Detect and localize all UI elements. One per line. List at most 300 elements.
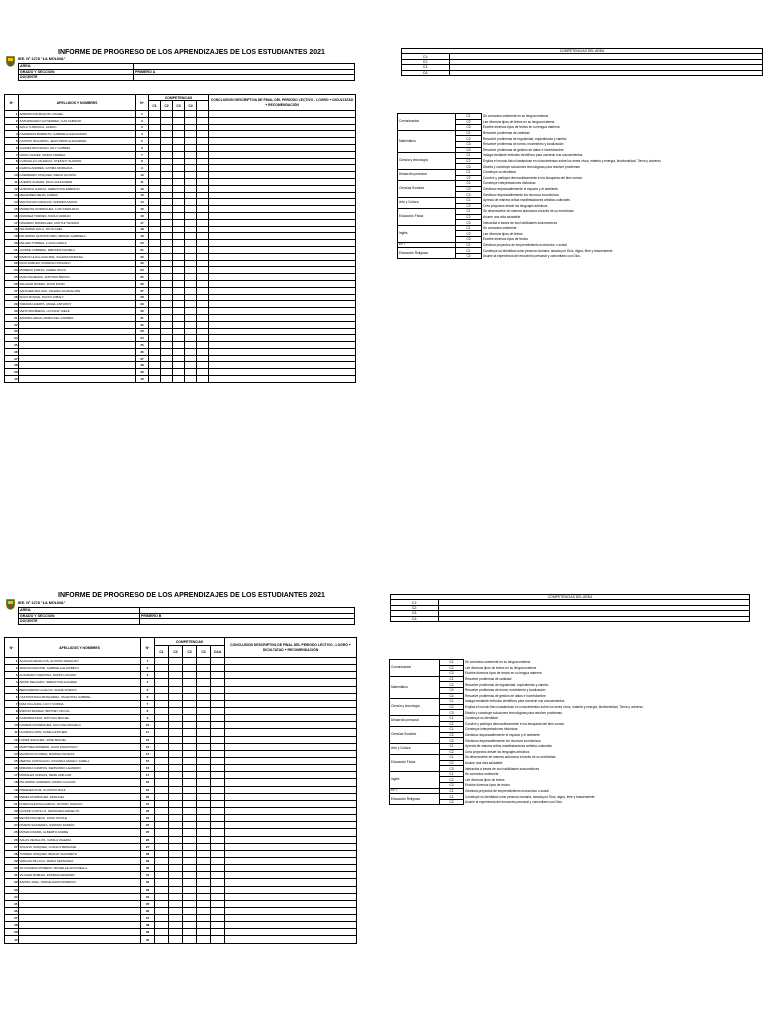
student-name: RIOS ROBLES, RODRIGO ROSARIO [19,260,136,267]
grade-cell [197,267,209,274]
grade-cell [161,314,173,321]
grade-cell [149,274,161,281]
grade-cell [155,679,169,686]
grade-cell [169,693,183,700]
row-order: 30 [136,308,149,315]
legend-c3: C3: [391,611,439,616]
conclusion-cell [225,907,357,914]
conclusion-cell [209,158,356,165]
grade-cell [183,700,197,707]
row-number: 20 [5,240,19,247]
student-name: QUISPE CABRERA, MIRANDA DANIELA [19,246,136,253]
grade-cell [173,165,185,172]
student-name: HURTADO GARCIA, SEBASTIAN FABRICIO [19,185,136,192]
table-row [5,750,357,757]
row-number: 23 [5,815,19,822]
table-row [5,765,357,772]
grade-cell [185,117,197,124]
row-order: 2 [141,665,155,672]
row-order: 28 [136,294,149,301]
grade-cell [161,151,173,158]
grade-cell [169,750,183,757]
grade-cell [161,185,173,192]
grade-cell [149,212,161,219]
grade-cell [161,348,173,355]
grade-cell [161,117,173,124]
conclusion-cell [225,836,357,843]
grade-label: GRADO Y SECCION: [19,613,140,619]
grade-cell [161,131,173,138]
row-number: 29 [5,301,19,308]
student-name [19,321,136,328]
col-number: Nº [5,95,19,111]
grade-cell [211,743,225,750]
grade-cell [185,260,197,267]
student-name [19,376,136,383]
grade-cell [197,658,211,665]
grade-cell [161,206,173,213]
grade-cell [149,117,161,124]
conclusion-cell [225,815,357,822]
grade-cell [211,857,225,864]
grade-cell [149,199,161,206]
table-row [5,138,356,145]
grade-cell [185,172,197,179]
row-number: 7 [5,700,19,707]
student-name: AVILA YUMISUCA, AARON [19,124,136,131]
table-row [5,253,356,260]
table-row [5,355,356,362]
grade-cell [173,246,185,253]
competency-code: C1 [456,169,482,175]
grade-cell [155,765,169,772]
grade-cell [161,233,173,240]
competency-code: C3 [456,164,482,170]
grade-cell [197,287,209,294]
area-name: Matemática [390,676,440,698]
grade-cell [185,144,197,151]
grade-cell [183,658,197,665]
grade-cell [169,922,183,929]
grade-cell [173,335,185,342]
area-name: Educación Religiosa [398,248,456,259]
row-number: 31 [5,872,19,879]
conclusion-cell [209,321,356,328]
row-number: 40 [5,936,19,943]
row-order: 38 [141,922,155,929]
student-name: RUIZ FIGUEROA, ANTONIO BRUNO [19,274,136,281]
grade-cell [197,158,209,165]
grade-cell [185,280,197,287]
student-name: MONTALVAN GIRALDO, ANDRES AARON [19,199,136,206]
table-row [5,274,356,281]
grade-cell [155,907,169,914]
competency-code: C2 [440,704,464,710]
grade-cell [149,369,161,376]
table-row [5,233,356,240]
grade-cell [155,693,169,700]
grade-cell [169,907,183,914]
conclusion-cell [209,165,356,172]
grade-cell [197,729,211,736]
area-competency-row: Arte y Cultura C1 Aprecia de manera crítica manifestaciones artístico-culturales [398,197,482,203]
conclusion-cell [225,886,357,893]
grade-cell [183,915,197,922]
grade-cell [197,294,209,301]
grade-cell [197,362,209,369]
grade-cell [185,362,197,369]
row-order: 19 [141,786,155,793]
area-competency-row: C3 Diseña y construye soluciones tecnológicas para resolver problemas [398,164,482,170]
grade-cell [173,206,185,213]
grade-cell [155,707,169,714]
student-name: CUNCHILLO VALENCIA, STEFANY SHARON [19,158,136,165]
col-conclusion: CONCLUSION DESCRIPTIVA DE FINAL DEL PERIODO LECTIVO , LOGRO + DICULTATAD + RECOMENDACIÓN [225,638,357,658]
competency-code: C1 [440,771,464,777]
grade-cell [169,807,183,814]
row-order: 40 [136,376,149,383]
area-name: Ciencia y tecnología [398,153,456,170]
row-order: 29 [136,301,149,308]
student-name: ZAPATA JARA, JORGE DAVID RODRIGO [19,879,141,886]
student-name: BERNARDINO CHALCO, ANGIE SORAYA [19,686,141,693]
row-number: 26 [5,836,19,843]
area-competency-row: Matemática C1 Resuelve problemas de cantidad [390,676,464,682]
grade-cell [197,260,209,267]
student-name: HUERTA CHAVEZ, PAUL ALEXANDER [19,178,136,185]
grade-cell [183,786,197,793]
row-order: 26 [141,836,155,843]
grade-cell [211,693,225,700]
row-number: 14 [5,199,19,206]
row-order: 35 [136,342,149,349]
grade-cell [183,857,197,864]
grade-cell [169,915,183,922]
grade-cell [197,369,209,376]
grade-cell [149,314,161,321]
row-number: 1 [5,111,19,118]
table-row [5,850,357,857]
row-order: 12 [136,185,149,192]
conclusion-cell [225,829,357,836]
table-row [5,886,357,893]
table-row [5,308,356,315]
competency-code: C1 [440,699,464,705]
teacher-value [140,619,355,625]
row-order: 1 [141,658,155,665]
area-competency-row: Matemática C1 Resuelve problemas de cantidad [398,130,482,136]
grade-cell [173,158,185,165]
grade-cell [197,886,211,893]
row-number: 13 [5,743,19,750]
grade-cell [161,178,173,185]
conclusion-cell [209,369,356,376]
table-row [5,178,356,185]
grade-cell [183,922,197,929]
student-name: GUZMAN RODRIGUEZ, GIULIANA MICAELA [19,722,141,729]
grade-cell [197,900,211,907]
grade-cell [155,807,169,814]
grade-cell [197,779,211,786]
area-name: Ciencias Sociales [398,181,456,198]
grade-cell [185,158,197,165]
grade-cell [149,226,161,233]
row-order: 36 [136,348,149,355]
grade-cell [211,836,225,843]
grade-cell [185,253,197,260]
grade-cell [173,192,185,199]
grade-cell [161,165,173,172]
grade-cell [149,253,161,260]
conclusion-cell [225,779,357,786]
table-row [5,212,356,219]
grade-cell [149,240,161,247]
grade-cell [197,253,209,260]
area-name: Educación Física [390,755,440,772]
area-competency-row: C2 Crea proyectos desde los lenguajes artísticos [398,203,482,209]
grade-cell [161,308,173,315]
grade-cell [211,915,225,922]
row-number: 35 [5,342,19,349]
row-number: 5 [5,686,19,693]
grade-cell [197,212,209,219]
grade-cell [169,793,183,800]
row-order: 3 [141,672,155,679]
grade-cell [161,280,173,287]
competency-code: C2 [456,136,482,142]
grade-cell [149,138,161,145]
row-number: 31 [5,314,19,321]
row-number: 24 [5,267,19,274]
grade-cell [169,707,183,714]
row-number: 8 [5,158,19,165]
grade-cell [211,807,225,814]
competency-code: C2 [440,749,464,755]
grade-cell [185,308,197,315]
conclusion-cell [225,672,357,679]
table-row [5,314,356,321]
conclusion-cell [225,822,357,829]
col-c2: C2 [161,101,173,111]
grade-cell [197,829,211,836]
table-row [5,922,357,929]
student-name: CRUZ CHAVEZ, MARIO ANDREA [19,151,136,158]
student-name: SALAZAR RIVERA, RYAN DAVID [19,280,136,287]
grade-cell [183,750,197,757]
grade-cell [155,815,169,822]
table-row [5,280,356,287]
row-number: 18 [5,226,19,233]
student-name [19,355,136,362]
row-number: 30 [5,308,19,315]
student-name: MORENTE RODRIGUEZ, LUIS STEPHANO [19,206,136,213]
conclusion-cell [225,857,357,864]
grade-cell [197,736,211,743]
grade-cell [197,328,209,335]
area-competency-row: C3 Escribe diversos tipos de textos en su lengua materna [398,125,482,131]
row-number: 28 [5,294,19,301]
header-info-table [18,63,355,81]
area-competency-row: C2 Resuelve problemas de regularidad, equivalencia y cambio [398,136,482,142]
grade-cell [155,857,169,864]
grade-cell [161,287,173,294]
table-row [5,260,356,267]
table-row [5,857,357,864]
conclusion-cell [225,850,357,857]
grade-cell [155,786,169,793]
grade-cell [197,342,209,349]
row-number: 1 [5,658,19,665]
grade-cell [149,219,161,226]
grade-cell [183,886,197,893]
report-title: INFORME DE PROGRESO DE LOS APRENDIZAJES DE LOS ESTUDIANTES 2021 [58,592,325,599]
grade-cell [155,672,169,679]
student-name: NAVARRO RODRIGUEZ, MATTHI THOMAS [19,219,136,226]
competency-code: C2 [456,186,482,192]
competency-code: C2 [456,214,482,220]
competency-code: C2 [440,732,464,738]
grade-cell [183,936,197,943]
conclusion-cell [225,665,357,672]
conclusion-cell [225,793,357,800]
conclusion-cell [209,240,356,247]
row-order: 22 [141,807,155,814]
grade-cell [211,750,225,757]
area-competency-row: C3 Resuelve problemas de forma, movimiento y localización [398,141,482,147]
row-order: 10 [136,172,149,179]
grade-cell [197,857,211,864]
conclusion-cell [225,765,357,772]
row-number: 27 [5,287,19,294]
competency-code: C4 [456,147,482,153]
conclusion-cell [209,342,356,349]
grade-cell [155,872,169,879]
grade-cell [197,679,211,686]
conclusion-cell [209,294,356,301]
grade-cell [185,301,197,308]
row-number: 2 [5,117,19,124]
area-name: Arte y Cultura [398,197,456,208]
area-name: Educación Física [398,209,456,226]
conclusion-cell [225,843,357,850]
grade-cell [161,362,173,369]
competency-code: C2 [456,203,482,209]
competency-code: C2 [456,253,482,259]
grade-cell [169,843,183,850]
table-row [5,915,357,922]
student-name: GAMARRA DIAZ, MATTHIU MIGUEL [19,715,141,722]
competency-code: C3 [456,220,482,226]
conclusion-cell [209,117,356,124]
area-competency-row: C2 Explica el mundo físico basándose en conocimientos sobre los seres vivos, materia y energía, biodiversidad, Tierra y universo [390,704,464,710]
grade-cell [149,124,161,131]
grade-cell [173,294,185,301]
grade-cell [197,765,211,772]
row-number: 22 [5,253,19,260]
row-order: 37 [141,915,155,922]
competency-code: C2 [440,665,464,671]
grade-cell [197,151,209,158]
school-name: IEE. Nº 1278 "LA MOLINA" [18,57,66,61]
grade-cell [211,736,225,743]
competency-code: C3 [440,766,464,772]
grade-cell [197,800,211,807]
grade-cell [173,212,185,219]
grade-cell [161,267,173,274]
grade-cell [169,836,183,843]
area-competency-row: Comunicación C1 Se comunica oralmente en su lengua materna [398,114,482,120]
competency-code: C3 [440,710,464,716]
grade-cell [149,111,161,118]
grade-cell [185,274,197,281]
conclusion-cell [209,212,356,219]
grade-cell [185,226,197,233]
grade-cell [197,929,211,936]
grade-cell [211,800,225,807]
area-competency-row: C2 Asume una vida saludable [390,760,464,766]
row-order: 37 [136,355,149,362]
grade-cell [211,793,225,800]
grade-cell [197,915,211,922]
grade-cell [197,822,211,829]
grade-cell [169,929,183,936]
grade-cell [169,715,183,722]
row-number: 30 [5,865,19,872]
table-row [5,679,357,686]
grade-cell [149,294,161,301]
competency-code: C2 [456,158,482,164]
grade-cell [173,314,185,321]
student-name: LOPEZ SANCHEZ, JOSE MIGUEL [19,736,141,743]
grade-cell [197,131,209,138]
row-order: 11 [136,178,149,185]
student-name: SOLIS ROQUE, DAYAN JOBALY [19,294,136,301]
area-competency-row: C2 Convive y participa democráticamente en la búsqueda del bien común [390,721,464,727]
grade-cell [149,335,161,342]
grade-cell [173,226,185,233]
row-number: 5 [5,138,19,145]
row-number: 15 [5,206,19,213]
row-number: 11 [5,178,19,185]
area-name: EPT [390,788,440,794]
grade-cell [169,672,183,679]
grade-cell [197,786,211,793]
row-order: 33 [141,886,155,893]
table-row [5,715,357,722]
table-row [5,206,356,213]
grade-cell [155,729,169,736]
table-row [5,287,356,294]
grade-cell [169,865,183,872]
grade-cell [211,665,225,672]
grade-cell [149,165,161,172]
grade-cell [155,722,169,729]
grade-cell [173,260,185,267]
grade-cell [183,736,197,743]
grade-cell [155,757,169,764]
table-row [5,865,357,872]
grade-cell [197,693,211,700]
conclusion-cell [209,280,356,287]
col-extra [197,101,209,111]
student-name: DIAZ VILLAGRA, LUCY NORMA [19,700,141,707]
grade-cell [185,124,197,131]
row-number: 32 [5,321,19,328]
grade-cell [185,185,197,192]
grade-cell [161,253,173,260]
grade-cell [173,172,185,179]
grade-cell [183,693,197,700]
